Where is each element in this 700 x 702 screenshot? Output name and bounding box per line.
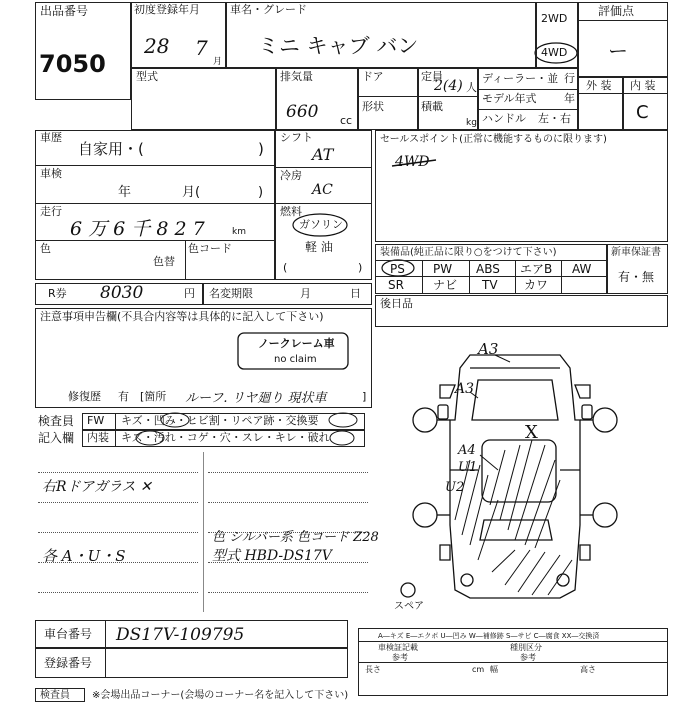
no-claim-title: ノークレーム車 xyxy=(258,337,335,350)
note-au: 各 A・U・S xyxy=(42,547,126,565)
equip-pw: PW xyxy=(433,262,453,276)
sales-point-struck: 4WD xyxy=(395,154,430,170)
interior-items: キズ・汚れ・コゲ・穴・スレ・キレ・破れ xyxy=(121,431,330,444)
color-change-label: 色替 xyxy=(153,255,175,268)
color-label: 色 xyxy=(40,242,51,255)
sales-point-label: セールスポイント(正常に機能するものに限ります) xyxy=(380,134,607,145)
door-label: ドア xyxy=(362,70,384,83)
aftermarket-box xyxy=(375,295,668,327)
model-year-suffix: 年 xyxy=(564,92,575,105)
equip-sr: SR xyxy=(388,278,404,292)
mileage-unit: km xyxy=(232,227,246,237)
spare-label: スペア xyxy=(394,601,424,612)
displacement-value: 660 xyxy=(286,102,319,122)
entry-label: 記入欄 xyxy=(38,431,75,445)
recycle-value: 8030 xyxy=(100,283,144,303)
length-label: 長さ xyxy=(365,665,381,674)
car-name-value: ミニ キャブ バン xyxy=(258,34,419,58)
spec-reference: 参考 xyxy=(392,653,408,662)
equip-navi: ナビ xyxy=(433,278,458,292)
shift-label: シフト xyxy=(280,131,313,144)
sales-point-box xyxy=(375,130,668,242)
fuel-label: 燃料 xyxy=(280,205,302,218)
repair-close: ] xyxy=(362,390,367,403)
inspection-month: 月( xyxy=(182,185,201,200)
two-wd-label: 2WD xyxy=(541,12,568,25)
note-rear-door: 右Rドアガラス ✕ xyxy=(42,479,152,495)
interior-short-label: 内装 xyxy=(87,431,109,444)
fw-items: キズ・凹み・ヒビ割・リペア跡・交換要 xyxy=(121,414,319,427)
lot-number: 7050 xyxy=(39,50,106,78)
notes-title: 注意事項申告欄(不具合内容等は具体的に記入して下さい) xyxy=(40,310,324,323)
recycle-unit: 円 xyxy=(184,287,195,300)
repair-detail: ルーフ. リヤ廻り 現状車 xyxy=(185,391,327,406)
handle-label: ハンドル xyxy=(482,112,526,125)
mileage-label: 走行 xyxy=(40,205,62,218)
mark-a3-left: A3 xyxy=(455,381,475,397)
car-name-label: 車名・グレード xyxy=(230,3,307,16)
equip-leather: カワ xyxy=(524,278,549,292)
inspection-year: 年 xyxy=(118,185,132,200)
interior-label: 内 装 xyxy=(630,79,656,92)
displacement-unit: cc xyxy=(340,114,353,127)
aftermarket-label: 後日品 xyxy=(380,297,413,310)
history-close: ) xyxy=(258,140,264,158)
inspection-close: ) xyxy=(258,185,264,200)
mark-u1: U1 xyxy=(458,460,478,475)
chassis-value: DS17V-109795 xyxy=(116,625,245,645)
mark-x: X xyxy=(525,422,538,443)
warranty-label: 新車保証書 xyxy=(611,247,661,258)
exterior-label: 外 装 xyxy=(586,79,612,92)
month-unit: 月 xyxy=(213,57,223,67)
repair-value: 有 xyxy=(118,390,129,403)
interior-grade: C xyxy=(636,102,649,123)
mark-a4: A4 xyxy=(458,443,476,458)
capacity-label: 定員 xyxy=(421,70,443,83)
bottom-note: ※会場出品コーナー(会場のコーナー名を記入して下さい) xyxy=(92,690,349,701)
note-color: 色 シルバー系 色コード Z28 xyxy=(212,530,379,545)
color-code-label: 色コード xyxy=(188,242,232,255)
width-label: 幅 xyxy=(490,665,498,674)
equip-tv: TV xyxy=(482,278,498,292)
car-diagram xyxy=(401,355,617,598)
model-label: 型式 xyxy=(136,70,158,83)
fw-label: FW xyxy=(87,414,105,427)
capacity-unit: 人 xyxy=(466,81,477,94)
equip-ps: PS xyxy=(390,262,405,276)
first-reg-year: 28 xyxy=(144,34,170,58)
name-change-day: 日 xyxy=(350,287,361,300)
recycle-label: R券 xyxy=(48,287,67,300)
reg-label: 登録番号 xyxy=(44,656,93,670)
name-change-month: 月 xyxy=(300,287,311,300)
height-label: 高さ xyxy=(580,665,596,674)
handle-value: 左・右 xyxy=(538,112,571,125)
grade-value: ー xyxy=(608,39,628,63)
displacement-label: 排気量 xyxy=(280,70,313,83)
load-unit: kg xyxy=(466,118,477,128)
equip-abs: ABS xyxy=(476,262,500,276)
ac-value: AC xyxy=(312,182,333,198)
first-reg-month: 7 xyxy=(195,36,208,60)
shape-label: 形状 xyxy=(362,100,384,113)
warranty-value: 有・無 xyxy=(618,270,655,284)
grade-label: 評価点 xyxy=(598,4,635,18)
dealer-suffix: 行 xyxy=(564,72,575,85)
fuel-paren-close: ) xyxy=(358,261,363,274)
name-change-label: 名変期限 xyxy=(209,287,253,300)
inspector-label: 検査員 xyxy=(38,414,75,428)
lot-label: 出品番号 xyxy=(40,4,89,18)
fuel-paren-open: ( xyxy=(283,261,288,274)
model-year-label: モデル年式 xyxy=(482,92,537,105)
history-value: 自家用・( xyxy=(78,140,144,158)
equipment-label: 装備品(純正品に限り○をつけて下さい) xyxy=(380,247,557,258)
shift-value: AT xyxy=(312,145,334,164)
category-reference: 参考 xyxy=(520,653,536,662)
mark-a3-front: A3 xyxy=(478,340,499,358)
damage-legend: A―キズ E―エクボ U―凹み W―補修跡 S―サビ C―腐食 XX―交換済 xyxy=(378,632,600,640)
ac-label: 冷房 xyxy=(280,169,302,182)
repair-label: 修復歴 xyxy=(68,390,101,403)
spec-label: 車検証記載 xyxy=(378,643,418,652)
dealer-label: ディーラー・並 xyxy=(482,72,559,85)
repair-detail-label: [箇所 xyxy=(140,390,167,403)
inspection-label: 車検 xyxy=(40,167,62,180)
first-reg-label: 初度登録年月 xyxy=(134,3,200,16)
equip-aw: AW xyxy=(572,262,592,276)
bottom-inspector-label: 検査員 xyxy=(40,690,70,701)
category-label: 種別区分 xyxy=(510,643,542,652)
four-wd-label: 4WD xyxy=(541,46,568,59)
capacity-value: 2(4) xyxy=(434,78,463,94)
mark-u2: U2 xyxy=(445,480,465,495)
chassis-label: 車台番号 xyxy=(44,627,93,641)
note-model: 型式 HBD-DS17V xyxy=(212,548,332,564)
length-unit: cm xyxy=(472,665,485,674)
load-label: 積載 xyxy=(421,100,443,113)
history-label: 車歴 xyxy=(40,131,62,144)
fuel-diesel: 軽 油 xyxy=(305,240,333,254)
no-claim-sub: no claim xyxy=(274,354,317,365)
equip-airbag: エアB xyxy=(520,262,553,276)
fuel-gasoline: ガソリン xyxy=(299,218,343,231)
mileage-value: 6 万 6 千 8 2 7 xyxy=(70,218,205,240)
